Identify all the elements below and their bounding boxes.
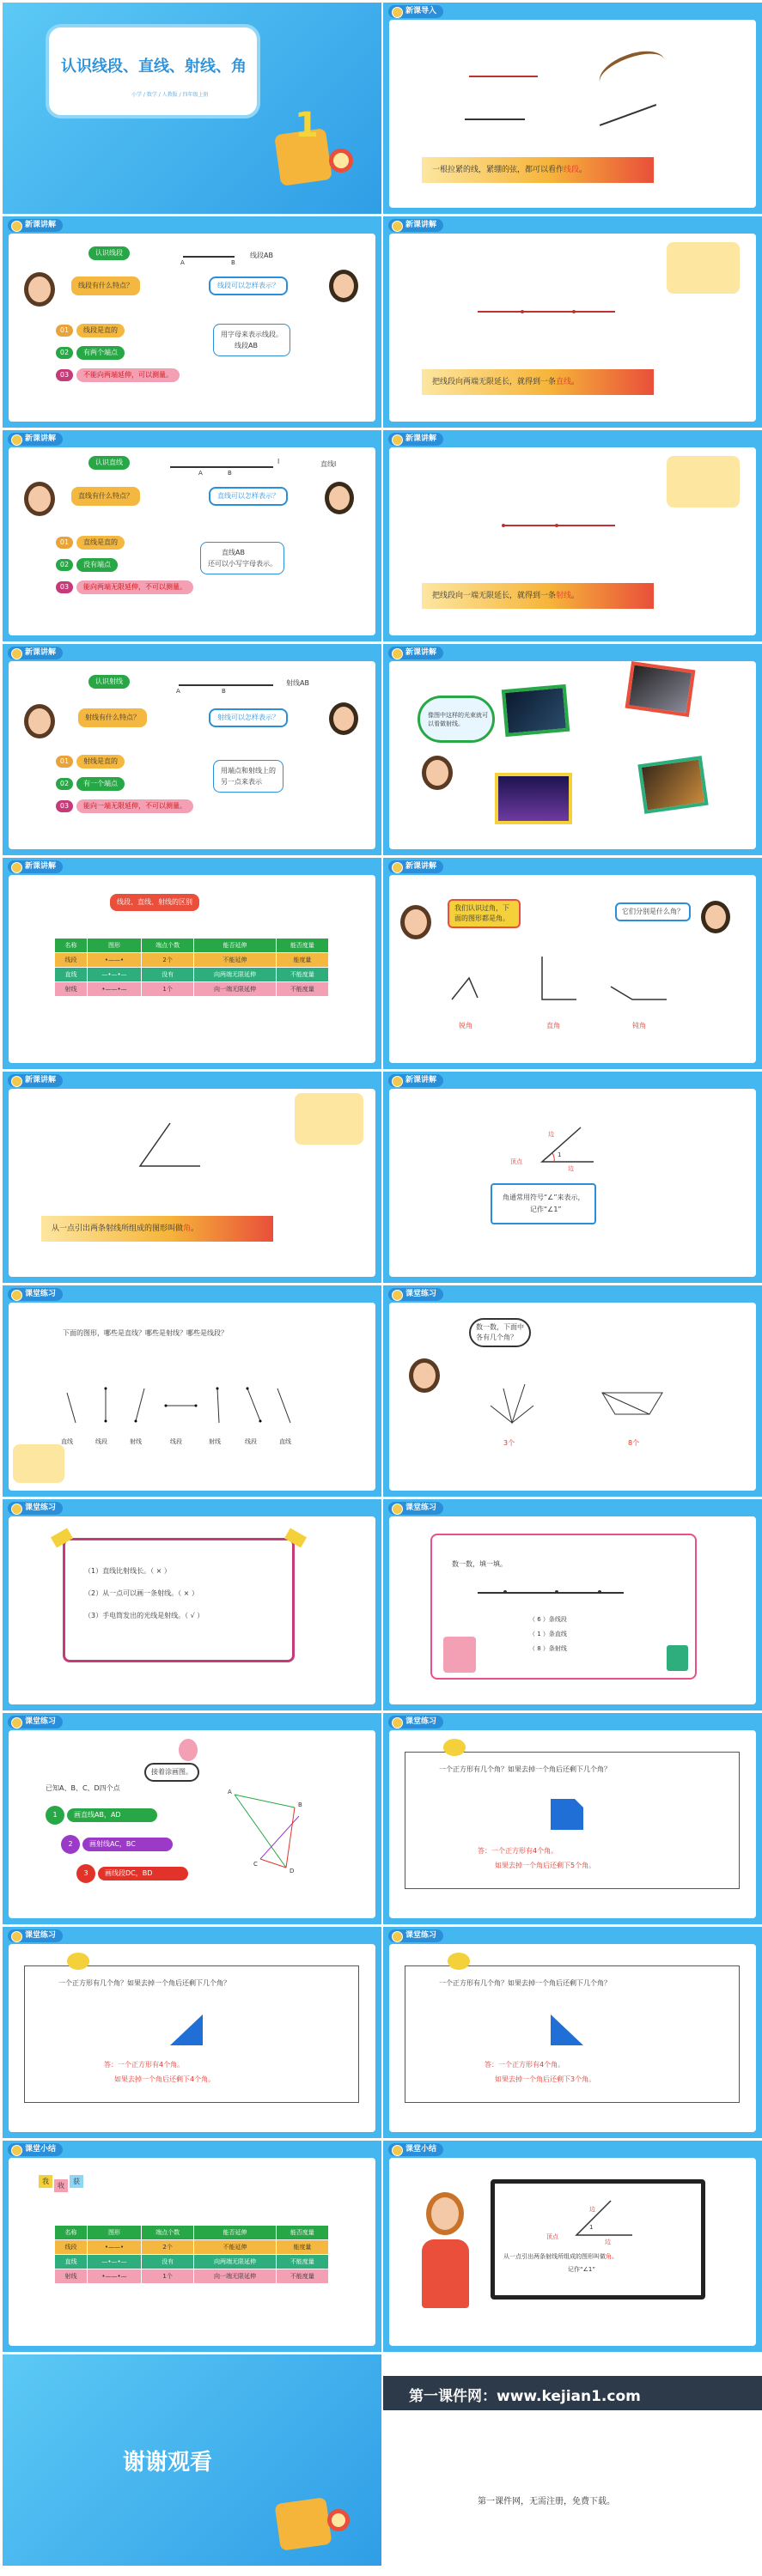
point-b-label: B: [222, 688, 226, 695]
sign-1: 我: [39, 2175, 52, 2188]
section-tag: 新课讲解: [8, 860, 63, 873]
th-endpoints: 端点个数: [142, 939, 194, 953]
answer-line-2: 还可以小写字母表示。: [208, 560, 277, 568]
star-decoration: [448, 1953, 470, 1970]
th-extend: 能否延伸: [194, 2226, 277, 2240]
definition-main: 从一点引出两条射线所组成的图形叫做: [503, 2253, 606, 2260]
caption-end: 。: [571, 592, 580, 600]
cell-name: 射线: [55, 2269, 88, 2284]
cell-shape: —•—•—: [87, 968, 141, 982]
kids-illustration: [667, 456, 740, 507]
photo-car: [625, 661, 696, 717]
answer-2: 如果去掉一个角后还剩下4个角。: [114, 2075, 216, 2083]
table-row: [55, 2240, 329, 2255]
feature-num-1: 01: [56, 537, 73, 549]
question-text: 一个正方形有几个角？如果去掉一个角后还剩下几个角？: [58, 1979, 230, 1987]
cell-measure: 不能度量: [276, 2269, 328, 2284]
caption-highlight: 角: [183, 1224, 192, 1233]
question-express: 射线可以怎样表示？: [209, 708, 288, 727]
section-tag: 课堂练习: [388, 1716, 443, 1728]
edge-label-2: 边: [568, 1165, 574, 1172]
step-1: 画直线AB，AD: [67, 1808, 157, 1822]
table-row: [55, 2269, 329, 2284]
slide-3: [3, 216, 381, 428]
step-num-3: 3: [76, 1864, 95, 1883]
line-label: 直线l: [320, 460, 337, 468]
girl-avatar: [24, 704, 55, 738]
caption-highlight: 线段: [564, 166, 580, 174]
right-label: 直角: [546, 1022, 560, 1030]
answer-7: 直线: [279, 1438, 291, 1445]
cell-extend: 不能延伸: [194, 953, 277, 968]
cell-endpoints: 2个: [142, 953, 194, 968]
sign-2: 收: [54, 2179, 68, 2192]
caption-text: 把线段向两端无限延长，就得到一条: [432, 378, 557, 386]
feature-num-3: 03: [56, 581, 73, 593]
speech-text-1: 我们认识过角，下面的图形都是角。: [454, 904, 509, 922]
number-1-decoration: 1: [295, 106, 319, 145]
segment-string: [469, 76, 538, 77]
speech-text-2: 它们分别是什么角？: [622, 908, 684, 915]
cell-name: 直线: [55, 2255, 88, 2269]
result-2: （ 1 ）条直线: [529, 1631, 567, 1637]
cut-square-shape: [551, 1799, 583, 1830]
cell-measure: 能度量: [276, 2240, 328, 2255]
cell-name: 线段: [55, 953, 88, 968]
answer-line-1: 用字母来表示线段。: [221, 331, 283, 338]
th-measure: 能否度量: [276, 939, 328, 953]
teacher-avatar: [426, 2192, 464, 2235]
cell-measure: 不能度量: [276, 968, 328, 982]
th-shape: 图形: [87, 939, 141, 953]
kids-illustration: [295, 1093, 363, 1145]
feature-num-2: 02: [56, 778, 73, 790]
square-cut-figure: [170, 2014, 204, 2049]
slide-2: [383, 3, 762, 214]
point-c: C: [253, 1861, 258, 1868]
vertex-label: 顶点: [546, 2233, 558, 2240]
question-text: 下面的图形，哪些是直线？哪些是射线？哪些是线段？: [63, 1329, 228, 1337]
caption-text: 从一点引出两条射线所组成的图形叫做: [52, 1224, 184, 1233]
th-extend: 能否延伸: [194, 939, 277, 953]
cell-extend: 向两端无限延伸: [194, 968, 277, 982]
definition-end: 。: [612, 2253, 618, 2260]
obtuse-angle: [611, 987, 667, 999]
girl-avatar: [400, 905, 431, 939]
judge-3: （3）手电筒发出的光线是射线。（ √ ）: [84, 1612, 204, 1619]
caption-end: 。: [191, 1224, 199, 1233]
right-angle: [542, 957, 576, 999]
ray-endpoint: [502, 524, 505, 527]
section-tag: 课堂小结: [388, 2143, 443, 2156]
edge-label-1: 边: [589, 2206, 595, 2213]
ray-label: 射线AB: [286, 679, 309, 687]
caption-banner: [41, 1216, 273, 1242]
cloud-text: 像图中这样的光束就可以看做射线。: [428, 712, 488, 727]
th-shape: 图形: [87, 2226, 141, 2240]
summary-table: [54, 2225, 329, 2284]
question-express: 线段可以怎样表示？: [209, 276, 288, 295]
section-tag: 课堂小结: [8, 2143, 63, 2156]
bubble-line-1: 数一数，下面中: [476, 1323, 524, 1331]
kids-illustration: [667, 242, 740, 294]
point-a-label: A: [198, 470, 203, 477]
question-feature: 直线有什么特点？: [71, 487, 140, 506]
girl-avatar: [422, 756, 453, 790]
slide-10: [383, 858, 762, 1069]
th-name: 名称: [55, 2226, 88, 2240]
count-point-1: [503, 1590, 507, 1594]
cell-endpoints: 1个: [142, 982, 194, 997]
caption-banner: [422, 157, 654, 183]
answer-1: 直线: [61, 1438, 73, 1445]
answer-2: 如果去掉一个角后还剩下5个角。: [495, 1862, 596, 1869]
angle-count-figures: [383, 1285, 762, 1497]
learn-pill: 认识线段: [88, 246, 130, 260]
cell-endpoints: 没有: [142, 968, 194, 982]
feature-num-3: 03: [56, 369, 73, 381]
answer-5: 射线: [209, 1438, 221, 1445]
th-endpoints: 端点个数: [142, 2226, 194, 2240]
acute-angle: [452, 978, 478, 999]
slide-8: [383, 644, 762, 855]
cell-shape: —•—•—: [87, 2255, 141, 2269]
square-cut-figure: [551, 2014, 585, 2049]
pencil-cup-icon: [667, 1645, 688, 1671]
answer-3: 射线: [130, 1438, 142, 1445]
question-feature: 射线有什么特点？: [78, 708, 147, 727]
feature-3: 不能向两端延伸，可以测量。: [76, 368, 180, 382]
slide-23: [3, 2354, 381, 2566]
compare-table: [54, 938, 329, 997]
learn-pill: 认识直线: [88, 456, 130, 470]
obtuse-label: 钝角: [632, 1022, 646, 1030]
section-tag: 课堂练习: [8, 1288, 63, 1301]
magnifier-icon: [329, 149, 353, 173]
angle-drawing: [383, 1072, 762, 1283]
cell-shape: •——•—: [87, 2269, 141, 2284]
cell-shape: •——•—: [87, 982, 141, 997]
notation-line-1: 角通常用符号“∠”来表示，: [503, 1194, 585, 1201]
caption-end: 。: [579, 166, 588, 174]
slide-21: [3, 2141, 381, 2352]
page-title: 认识线段、直线、射线、角: [61, 58, 247, 76]
step-2: 画射线AC，BC: [82, 1838, 173, 1851]
cell-name: 直线: [55, 968, 88, 982]
learn-pill: 认识射线: [88, 675, 130, 689]
slide-4: [383, 216, 762, 428]
count-point-3: [598, 1590, 601, 1594]
th-measure: 能否度量: [276, 2226, 328, 2240]
table-header-row: [55, 939, 329, 953]
judge-2: （2）从一点可以画一条射线。（ × ）: [84, 1589, 198, 1597]
section-tag: 新课讲解: [388, 1074, 443, 1087]
slide-11: [3, 1072, 381, 1283]
boy-avatar: [701, 901, 730, 933]
photo-beam: [502, 684, 570, 737]
line-point-2: [572, 310, 576, 313]
answer-2: 线段: [95, 1438, 107, 1445]
bubble-line-2: 各有几个角？: [476, 1334, 517, 1341]
cell-extend: 向两端无限延伸: [194, 2255, 277, 2269]
feature-2: 没有端点: [76, 558, 118, 572]
answer-line-1: 直线AB: [222, 549, 245, 556]
answer-box: [200, 542, 284, 574]
slide-7: [3, 644, 381, 855]
step-num-1: 1: [46, 1806, 64, 1825]
line-lower-l: l: [277, 458, 280, 465]
ray-drawing: [503, 525, 615, 526]
table-header-row: [55, 2226, 329, 2240]
point-b-label: B: [228, 470, 232, 477]
footer-text: 第一课件网，无需注册，免费下载。: [478, 2497, 615, 2506]
answer-2: 8个: [628, 1439, 640, 1447]
slide-9: [3, 858, 381, 1069]
answer-2: 如果去掉一个角后还剩下3个角。: [495, 2075, 596, 2083]
edge-label-2: 边: [605, 2239, 611, 2245]
cell-name: 射线: [55, 982, 88, 997]
table-row: [55, 953, 329, 968]
girl-avatar: [24, 482, 55, 516]
section-tag: 课堂练习: [8, 1929, 63, 1942]
section-tag: 课堂练习: [8, 1716, 63, 1728]
section-tag: 新课讲解: [388, 219, 443, 232]
star-decoration: [67, 1953, 89, 1970]
caption-banner: [422, 369, 654, 395]
section-tag: 课堂练习: [388, 1502, 443, 1515]
feature-num-1: 01: [56, 756, 73, 768]
feature-num-2: 02: [56, 559, 73, 571]
feature-3: 能向一端无限延伸，不可以测量。: [76, 799, 193, 813]
photo-city: [495, 773, 572, 824]
slide-18: [383, 1713, 762, 1924]
cell-endpoints: 2个: [142, 2240, 194, 2255]
edge-label-1: 边: [548, 1131, 554, 1138]
result-3: （ 8 ）条射线: [529, 1645, 567, 1652]
section-tag: 课堂练习: [388, 1929, 443, 1942]
boy-avatar: [329, 270, 358, 302]
cell-extend: 向一端无限延伸: [194, 2269, 277, 2284]
table-title: 线段、直线、射线的区别: [110, 894, 199, 911]
balloon-icon: [179, 1739, 198, 1761]
boy-avatar: [325, 482, 354, 514]
feature-2: 有一个端点: [76, 777, 125, 791]
section-tag: 课堂练习: [388, 1288, 443, 1301]
boy-avatar: [329, 702, 358, 735]
section-tag: 新课讲解: [388, 860, 443, 873]
slide-6: [383, 430, 762, 641]
cell-shape: •——•: [87, 953, 141, 968]
answer-1: 3个: [503, 1439, 515, 1447]
books-illustration: [274, 2497, 332, 2551]
thanks-text: 谢谢观看: [123, 2450, 213, 2476]
slide-24: [383, 2354, 762, 2566]
table-row: [55, 982, 329, 997]
section-tag: 新课讲解: [8, 1074, 63, 1087]
segment-label: 线段AB: [250, 252, 273, 259]
notation-text: 记作“∠1”: [568, 2266, 595, 2273]
answer-box: [213, 324, 290, 356]
step-num-2: 2: [61, 1835, 80, 1854]
ray-ab: [179, 684, 273, 686]
slide-13: [3, 1285, 381, 1497]
caption-end: 。: [571, 378, 580, 386]
slide-14: [383, 1285, 762, 1497]
cell-shape: •——•: [87, 2240, 141, 2255]
angle-mark: 1: [558, 1151, 562, 1158]
line-drawing: [478, 311, 615, 313]
cut-square-shape: [170, 2014, 203, 2045]
angle-mark: 1: [589, 2224, 594, 2231]
photo-building: [637, 756, 708, 814]
feature-2: 有两个端点: [76, 346, 125, 360]
feature-num-2: 02: [56, 347, 73, 359]
caption-text: 把线段向一端无限延长，就得到一条: [432, 592, 557, 600]
segment-ab: [183, 256, 235, 258]
feature-num-1: 01: [56, 325, 73, 337]
answer-4: 线段: [170, 1438, 182, 1445]
answer-line-2: 另一点来表示: [221, 778, 262, 786]
step-3: 画线段DC，BD: [98, 1867, 188, 1880]
calculator-icon: [443, 1637, 476, 1673]
square-cut-figure: [551, 1799, 585, 1833]
answer-1: 答：一个正方形有4个角。: [478, 1847, 558, 1855]
cell-measure: 不能度量: [276, 982, 328, 997]
slide-1: [3, 3, 381, 214]
caption-highlight: 射线: [556, 592, 572, 600]
line-ab: [170, 466, 273, 468]
caption-highlight: 直线: [556, 378, 572, 386]
question-feature: 线段有什么特点？: [71, 276, 140, 295]
table-row: [55, 968, 329, 982]
point-b-label: B: [231, 259, 235, 266]
girl-avatar: [24, 272, 55, 307]
angle-diagrams: [383, 858, 762, 1069]
sign-3: 获: [70, 2175, 83, 2188]
section-tag: 新课讲解: [388, 433, 443, 446]
cell-measure: 能度量: [276, 953, 328, 968]
vertex-label: 顶点: [510, 1158, 522, 1165]
caption-banner: [422, 583, 654, 609]
section-tag: 新课讲解: [388, 647, 443, 659]
definition-text: [503, 2252, 618, 2261]
th-name: 名称: [55, 939, 88, 953]
slide-12: [383, 1072, 762, 1283]
notation-box: [491, 1183, 596, 1224]
count-line: [478, 1592, 624, 1594]
answer-box: [213, 760, 283, 793]
question-express: 直线可以怎样表示？: [209, 487, 288, 506]
answer-line-1: 用端点和射线上的: [221, 767, 276, 775]
cell-endpoints: 1个: [142, 2269, 194, 2284]
cell-extend: 不能延伸: [194, 2240, 277, 2255]
count-point-2: [555, 1590, 558, 1594]
star-decoration: [443, 1739, 466, 1756]
judge-board: [63, 1538, 295, 1662]
answer-line-2: 线段AB: [235, 342, 258, 349]
result-1: （ 6 ）条线段: [529, 1616, 567, 1623]
point-a-label: A: [180, 259, 185, 266]
cell-measure: 不能度量: [276, 2255, 328, 2269]
segment-1: [465, 118, 525, 120]
ray-point: [555, 524, 558, 527]
feature-1: 线段是直的: [76, 324, 125, 337]
slide-5: [3, 430, 381, 641]
slide-19: [3, 1927, 381, 2138]
line-point-1: [521, 310, 524, 313]
answer-1: 答：一个正方形有4个角。: [485, 2061, 565, 2069]
slide-17: [3, 1713, 381, 1924]
intro-text: 已知A、B、C、D四个点: [46, 1784, 120, 1792]
definition-highlight: 角: [606, 2253, 612, 2260]
answer-1: 答：一个正方形有4个角。: [104, 2061, 185, 2069]
question-text: 一个正方形有几个角？如果去掉一个角后还剩下几个角？: [439, 1765, 611, 1773]
cut-square-shape: [551, 2014, 583, 2045]
section-tag: 新课讲解: [8, 647, 63, 659]
slide-20: [383, 1927, 762, 2138]
caption-text: 一根拉紧的线，紧绷的弦，都可以看作: [432, 166, 564, 174]
feature-1: 直线是直的: [76, 536, 125, 550]
bubble-text: 接着涂画图。: [151, 1768, 192, 1776]
point-d: D: [290, 1868, 295, 1874]
answer-6: 线段: [245, 1438, 257, 1445]
table-row: [55, 2255, 329, 2269]
point-a-label: A: [176, 688, 180, 695]
notation-line-2: 记作“∠1”: [530, 1206, 562, 1213]
slide-22: [383, 2141, 762, 2352]
section-tag: 课堂练习: [8, 1502, 63, 1515]
girl-avatar: [409, 1358, 440, 1393]
cell-endpoints: 没有: [142, 2255, 194, 2269]
slide-15: [3, 1499, 381, 1710]
question-text: 一个正方形有几个角？如果去掉一个角后还剩下几个角？: [439, 1979, 611, 1987]
feature-1: 射线是直的: [76, 755, 125, 769]
teacher-body: [422, 2239, 469, 2308]
acute-label: 锐角: [459, 1022, 472, 1030]
section-tag: 新课讲解: [8, 433, 63, 446]
section-tag: 新课讲解: [8, 219, 63, 232]
exercise-title: 数一数，填一填。: [452, 1560, 507, 1568]
kids-illustration: [13, 1444, 64, 1483]
section-tag: 新课导入: [388, 5, 443, 18]
brand-text: 第一课件网：www.kejian1.com: [409, 2388, 641, 2405]
cell-name: 线段: [55, 2240, 88, 2255]
point-a: A: [228, 1789, 232, 1795]
slide-16: [383, 1499, 762, 1710]
magnifier-icon: [327, 2509, 350, 2531]
point-b: B: [298, 1801, 302, 1808]
feature-3: 能向两端无限延伸，不可以测量。: [76, 580, 193, 594]
judge-1: （1）直线比射线长。（ × ）: [84, 1567, 171, 1575]
cell-extend: 向一端无限延伸: [194, 982, 277, 997]
feature-num-3: 03: [56, 800, 73, 812]
page-subtitle: 小学 / 数学 / 人教版 / 四年级上册: [131, 92, 209, 98]
